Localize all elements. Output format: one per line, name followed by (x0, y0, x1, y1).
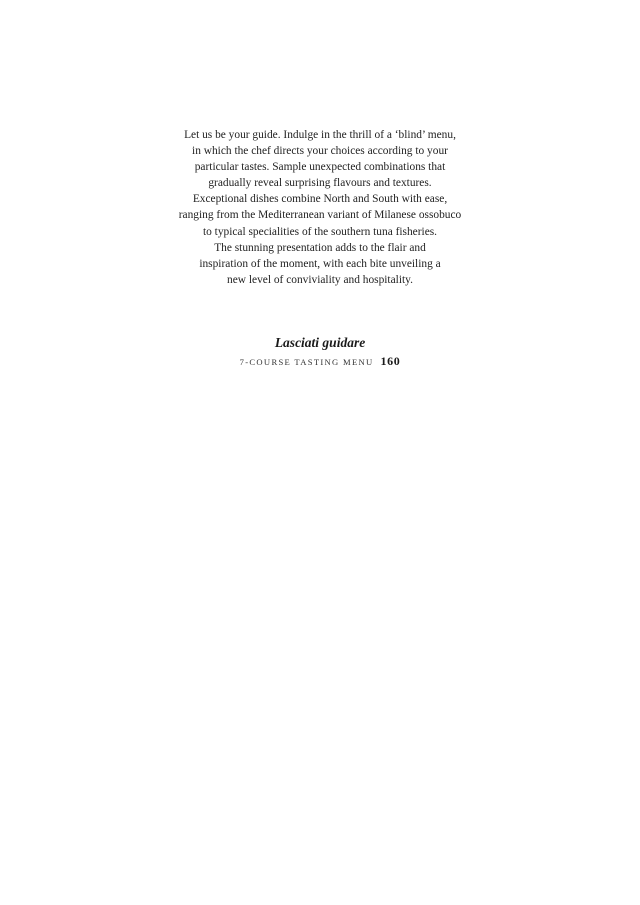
menu-subline (120, 353, 520, 369)
tasting-menu-block (120, 334, 520, 369)
intro-line: gradually reveal surprising flavours and textures. (208, 177, 432, 190)
intro-line: Exceptional dishes combine North and South with ease, (192, 193, 448, 206)
menu-title: Lasciati guidare (274, 335, 366, 350)
intro-line: in which the chef directs your choices according to your (192, 145, 448, 158)
intro-line: The stunning presentation adds to the flair and (214, 241, 426, 254)
intro-line: to typical specialities of the southern tuna fisheries. (202, 225, 438, 238)
intro-paragraph (120, 127, 520, 288)
intro-line: new level of conviviality and hospitality. (227, 273, 413, 286)
intro-line: particular tastes. Sample unexpected combinations that (194, 161, 446, 174)
intro-line: Let us be your guide. Indulge in the thrill of a ‘blind’ menu, (184, 129, 456, 141)
intro-line: inspiration of the moment, with each bite unveiling a (199, 257, 441, 270)
menu-price: 160 (380, 354, 401, 368)
intro-line: ranging from the Mediterranean variant of Milanese ossobuco (178, 209, 462, 222)
course-label: 7-COURSE TASTING MENU (239, 357, 374, 367)
